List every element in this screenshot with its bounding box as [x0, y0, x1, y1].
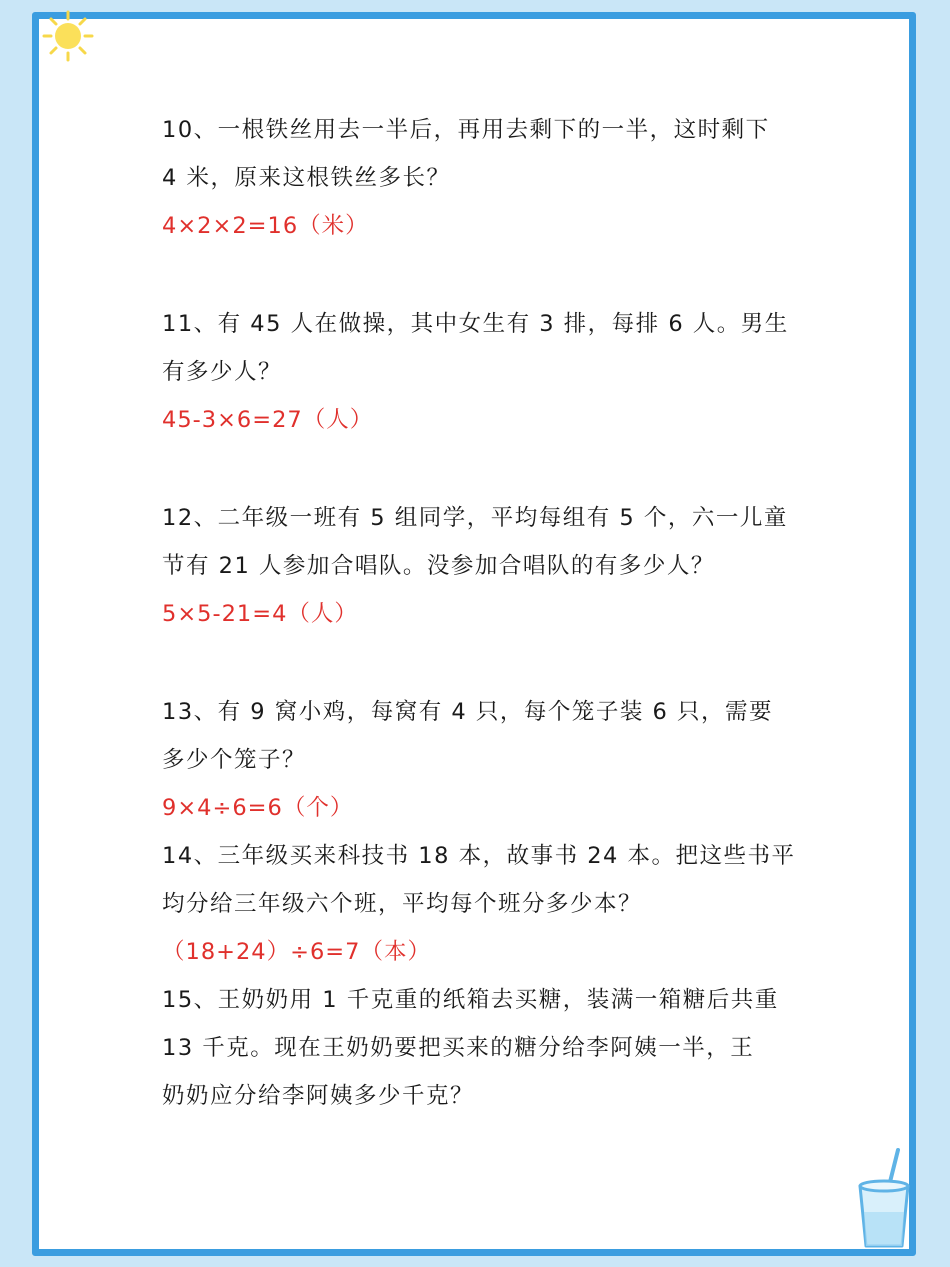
answer-text: 45-3×6=27（人）: [162, 407, 374, 433]
problem-14: [162, 832, 802, 976]
answer-text: 4×2×2=16（米）: [162, 213, 369, 239]
problem-10: [162, 106, 802, 250]
problem-13: [162, 688, 802, 832]
question-line: 节有 21 人参加合唱队。没参加合唱队的有多少人？: [162, 553, 715, 579]
question-line: 14、三年级买来科技书 18 本，故事书 24 本。把这些书平: [162, 843, 796, 869]
problem-12: [162, 494, 802, 638]
sun-icon: [40, 8, 96, 64]
question-line: 有多少人？: [162, 359, 283, 385]
problem-15: [162, 976, 802, 1120]
question-line: 10、一根铁丝用去一半后，再用去剩下的一半，这时剩下: [162, 117, 770, 143]
drinking-cup-icon: [852, 1142, 916, 1252]
question-line: 12、二年级一班有 5 组同学，平均每组有 5 个，六一儿童: [162, 505, 788, 531]
problem-11: [162, 300, 802, 444]
answer-text: （18+24）÷6=7（本）: [162, 939, 431, 965]
question-line: 多少个笼子？: [162, 747, 307, 773]
question-line: 13 千克。现在王奶奶要把买来的糖分给李阿姨一半，王: [162, 1035, 755, 1061]
question-line: 奶奶应分给李阿姨多少千克？: [162, 1083, 475, 1109]
question-line: 15、王奶奶用 1 千克重的纸箱去买糖，装满一箱糖后共重: [162, 987, 779, 1013]
question-line: 11、有 45 人在做操，其中女生有 3 排，每排 6 人。男生: [162, 311, 789, 337]
problem-list: [162, 106, 802, 1120]
question-line: 均分给三年级六个班，平均每个班分多少本？: [162, 891, 643, 917]
question-line: 4 米，原来这根铁丝多长？: [162, 165, 451, 191]
answer-text: 5×5-21=4（人）: [162, 601, 358, 627]
answer-text: 9×4÷6=6（个）: [162, 795, 354, 821]
question-line: 13、有 9 窝小鸡，每窝有 4 只，每个笼子装 6 只，需要: [162, 699, 773, 725]
